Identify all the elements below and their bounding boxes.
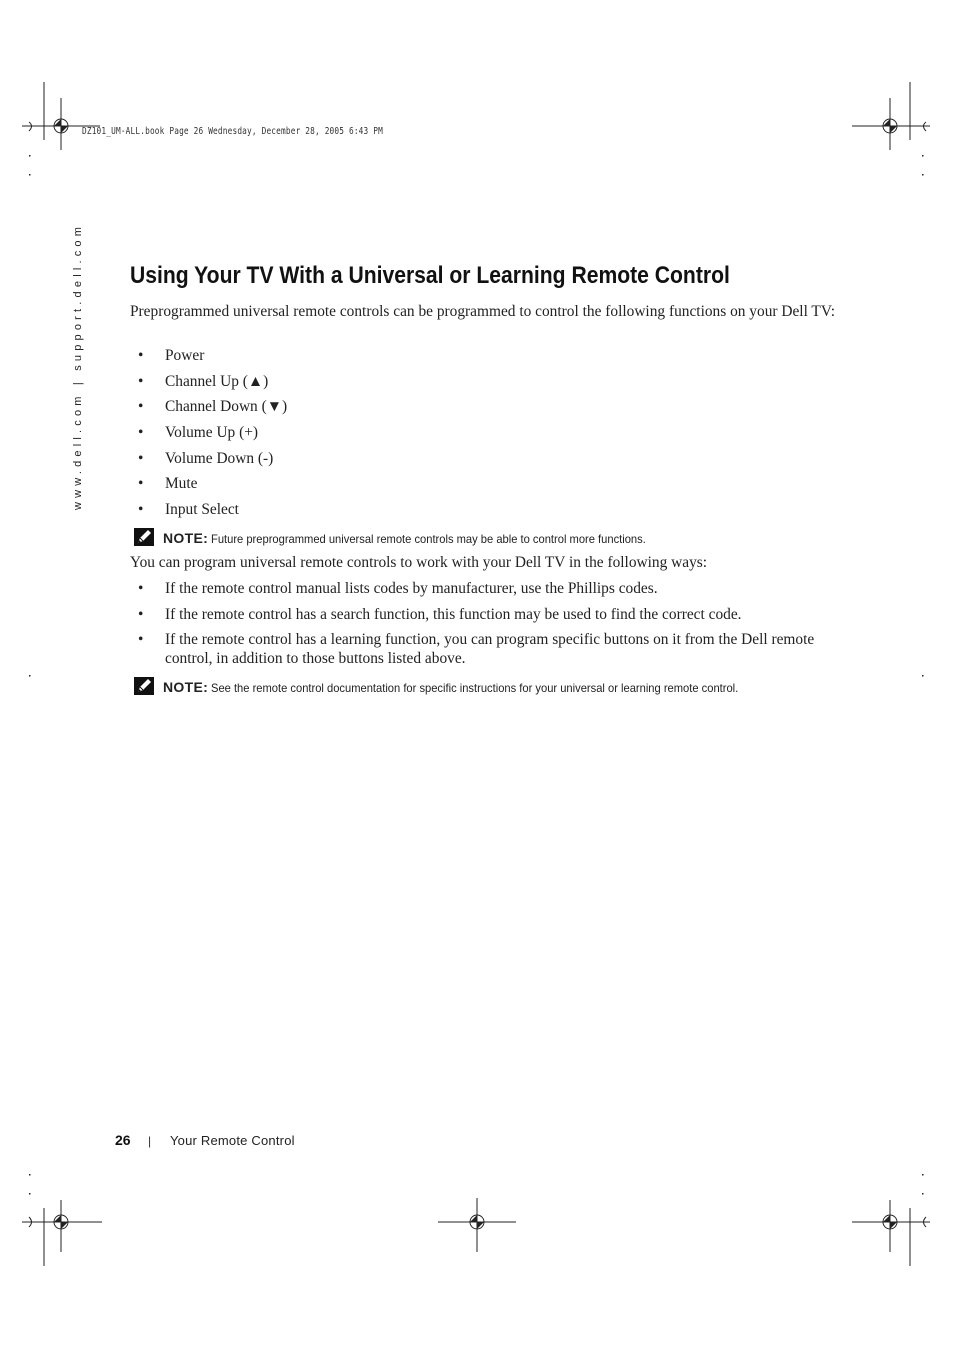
bullet: • bbox=[138, 347, 144, 364]
sidebar-url: www.dell.com | support.dell.com bbox=[72, 222, 84, 510]
bullet: • bbox=[138, 424, 144, 442]
page-number: 26 bbox=[115, 1132, 131, 1148]
list-item: • Volume Up (+) bbox=[138, 424, 259, 442]
list-item: • Channel Up (▲) bbox=[138, 372, 269, 390]
list-item: • Channel Down (▼) bbox=[138, 398, 288, 416]
list-item: • If the remote control has a search function, this function may be used to find the correct code. bbox=[138, 605, 742, 623]
bullet: • bbox=[138, 580, 144, 597]
note-documentation bbox=[134, 677, 778, 695]
list-item: • Volume Down (-) bbox=[138, 449, 274, 467]
bullet: • bbox=[138, 449, 144, 467]
list-item: • If the remote control has a learning function, you can program specific buttons on it from the Dell remote control, in addition to those buttons listed above. bbox=[138, 631, 815, 667]
intro-paragraph: Preprogrammed universal remote controls can be programmed to control the following functions on your Dell TV: bbox=[130, 303, 836, 320]
programming-ways-list bbox=[130, 579, 850, 675]
chapter-title: Your Remote Control bbox=[170, 1133, 295, 1148]
print-info-header: DZ101_UM-ALL.book Page 26 Wednesday, December 28, 2005 6:43 PM bbox=[82, 126, 383, 137]
footer-separator: | bbox=[148, 1134, 152, 1148]
pencil-note-icon bbox=[134, 528, 154, 546]
bullet: • bbox=[138, 398, 144, 416]
list-item: • Power bbox=[138, 347, 205, 364]
ways-intro-paragraph: You can program universal remote controls to work with your Dell TV in the following ways: bbox=[130, 554, 708, 571]
bullet: • bbox=[138, 605, 144, 623]
note-future-remotes bbox=[134, 528, 679, 546]
bullet: • bbox=[138, 501, 144, 519]
note-label: NOTE: bbox=[163, 679, 209, 695]
list-item: • If the remote control manual lists codes by manufacturer, use the Phillips codes. bbox=[138, 580, 658, 597]
list-item: • Mute bbox=[138, 475, 198, 493]
note-label: NOTE: bbox=[163, 530, 209, 546]
section-title: Using Your TV With a Universal or Learning Remote Control bbox=[130, 262, 730, 289]
functions-list bbox=[130, 346, 287, 526]
bullet: • bbox=[138, 372, 144, 390]
note-text: Future preprogrammed universal remote controls may be able to control more functions. bbox=[211, 532, 647, 546]
pencil-note-icon bbox=[134, 677, 154, 695]
list-item: • Input Select bbox=[138, 501, 239, 519]
bullet: • bbox=[138, 631, 144, 648]
bullet: • bbox=[138, 475, 144, 493]
note-text: See the remote control documentation for specific instructions for your universal or learning remote control. bbox=[211, 681, 739, 695]
